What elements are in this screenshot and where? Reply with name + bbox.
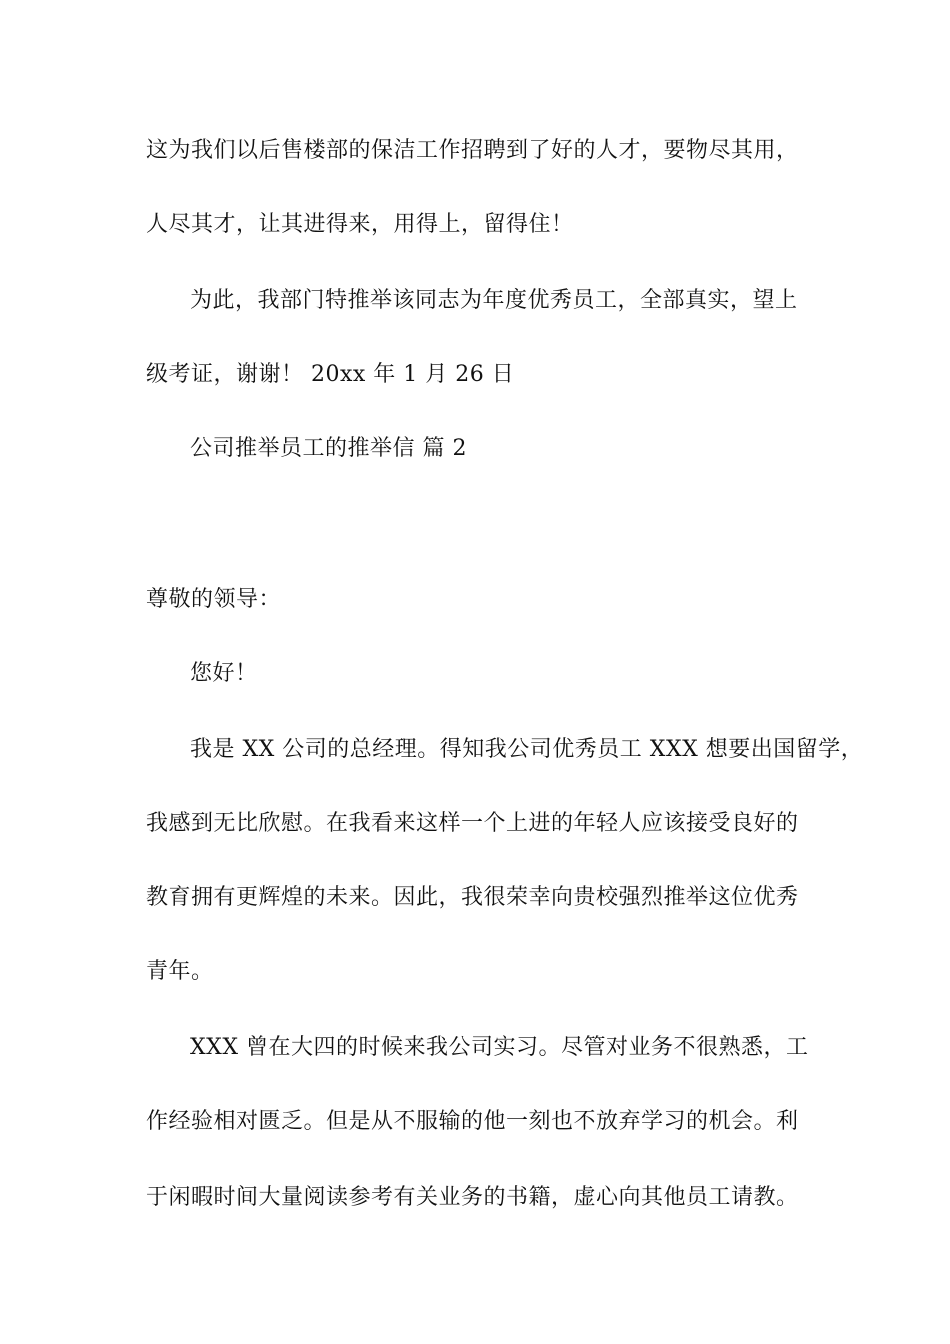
paragraph-line-8: 我是 XX 公司的总经理。得知我公司优秀员工 XXX 想要出国留学，: [190, 737, 864, 762]
paragraph-line-13: 作经验相对匮乏。但是从不服输的他一刻也不放弃学习的机会。利: [146, 1109, 799, 1134]
paragraph-line-4: 级考证，谢谢！ 20xx 年 1 月 26 日: [146, 362, 515, 387]
paragraph-line-10: 教育拥有更辉煌的未来。因此，我很荣幸向贵校强烈推举这位优秀: [146, 885, 799, 910]
paragraph-line-1: 这为我们以后售楼部的保洁工作招聘到了好的人才，要物尽其用，: [146, 138, 799, 163]
paragraph-line-11: 青年。: [146, 959, 214, 984]
paragraph-line-12: XXX 曾在大四的时候来我公司实习。尽管对业务不很熟悉，工: [190, 1035, 809, 1060]
salutation: 尊敬的领导：: [146, 587, 282, 612]
paragraph-line-9: 我感到无比欣慰。在我看来这样一个上进的年轻人应该接受良好的: [146, 811, 799, 836]
paragraph-line-2: 人尽其才，让其进得来，用得上，留得住！: [146, 212, 574, 237]
greeting: 您好！: [190, 661, 258, 686]
section-heading: 公司推举员工的推举信 篇 2: [190, 436, 467, 461]
paragraph-line-14: 于闲暇时间大量阅读参考有关业务的书籍，虚心向其他员工请教。: [146, 1185, 799, 1210]
paragraph-line-3: 为此，我部门特推举该同志为年度优秀员工，全部真实，望上: [190, 288, 798, 313]
